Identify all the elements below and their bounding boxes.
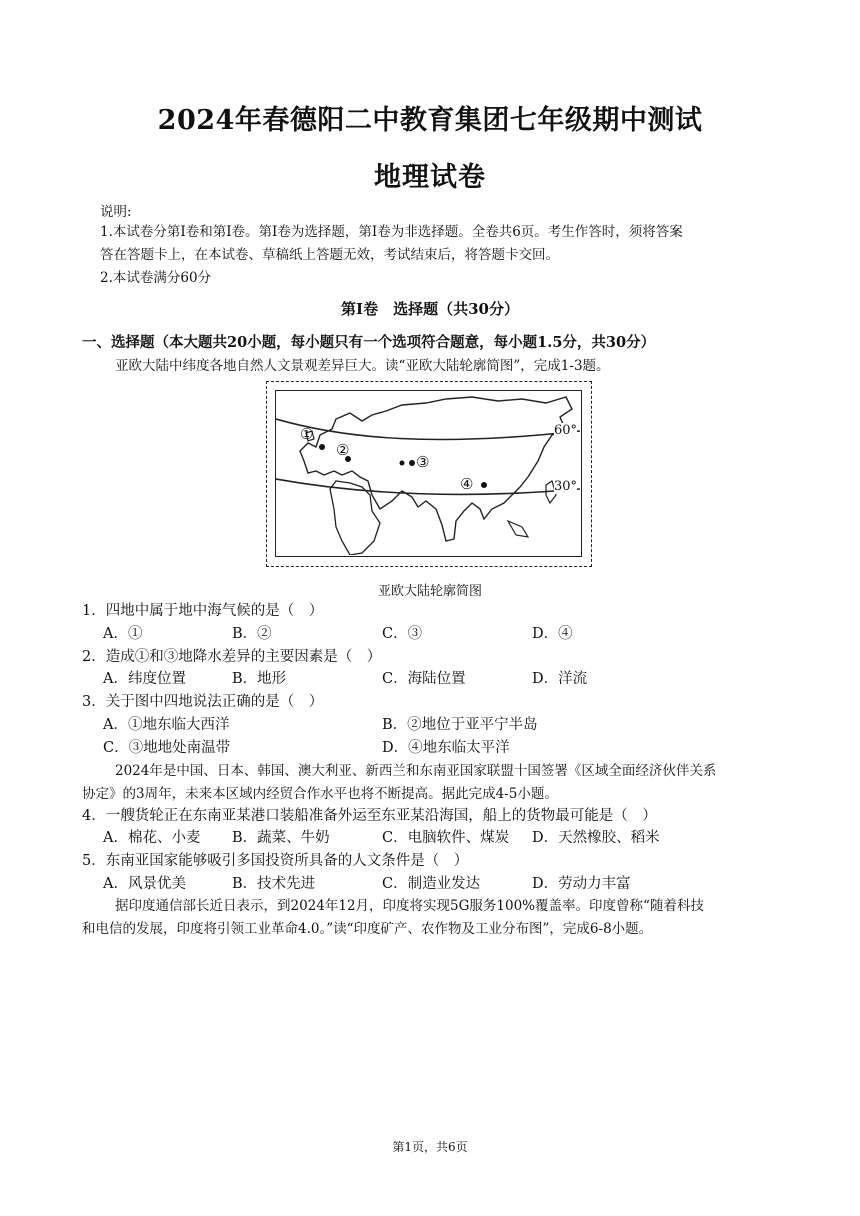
question-2-option-c: C．海陆位置 bbox=[382, 671, 466, 687]
exam-subtitle: 地理试卷 bbox=[374, 162, 486, 193]
latitude-30-label: 30° bbox=[554, 479, 578, 494]
question-5-option-d: D．劳动力丰富 bbox=[532, 876, 631, 892]
notes-line-3: 2.本试卷满分60分 bbox=[100, 270, 212, 286]
question-2-option-a: A．纬度位置 bbox=[103, 671, 186, 687]
notes-line-2: 答在答题卡上，在本试卷、草稿纸上答题无效，考试结束后，将答题卡交回。 bbox=[100, 247, 559, 263]
question-5-option-b: B．技术先进 bbox=[232, 876, 316, 892]
marker-4-label: ④ bbox=[460, 475, 474, 493]
question-4-stem: 4．一艘货轮正在东南亚某港口装船准备外运至东亚某沿海国，船上的货物最可能是（ ） bbox=[82, 808, 657, 824]
section-title: 第Ⅰ卷 选择题（共30分） bbox=[341, 300, 519, 318]
exam-title: 2024年春德阳二中教育集团七年级期中测试 bbox=[157, 105, 703, 136]
marker-3-label: ③ bbox=[416, 453, 430, 471]
question-3-option-b: B．②地位于亚平宁半岛 bbox=[382, 717, 538, 733]
question-5-option-a: A．风景优美 bbox=[103, 876, 186, 892]
question-4-option-a: A．棉花、小麦 bbox=[103, 830, 201, 846]
eurasia-outline bbox=[300, 397, 572, 541]
question-4-option-c: C．电脑软件、煤炭 bbox=[382, 830, 510, 846]
question-5-option-c: C．制造业发达 bbox=[382, 876, 481, 892]
map-figure-frame bbox=[266, 381, 592, 567]
southeast-asia-islands bbox=[508, 521, 528, 537]
passage-2-line-2: 协定》的3周年，未来本区域内经贸合作水平也将不断提高。据此完成4-5小题。 bbox=[82, 786, 558, 802]
question-1-option-b: B．② bbox=[232, 626, 272, 642]
question-2-option-d: D．洋流 bbox=[532, 671, 588, 687]
marker-4-dot bbox=[481, 482, 487, 488]
intro-passage-1: 亚欧大陆中纬度各地自然人文景观差异巨大。读“亚欧大陆轮廓简图”，完成1-3题。 bbox=[115, 358, 610, 374]
question-2-option-b: B．地形 bbox=[232, 671, 287, 687]
question-3-option-c: C．③地地处南温带 bbox=[103, 740, 231, 756]
latitude-60-line bbox=[276, 419, 580, 440]
eurasia-map bbox=[275, 390, 582, 557]
marker-2-label: ② bbox=[336, 441, 350, 459]
map-caption: 亚欧大陆轮廓简图 bbox=[377, 584, 482, 599]
part-heading: 一、选择题（本大题共20小题，每小题只有一个选项符合题意，每小题1.5分，共30分） bbox=[82, 334, 656, 351]
question-1-option-a: A．① bbox=[103, 626, 143, 642]
question-3-option-d: D．④地东临太平洋 bbox=[382, 740, 510, 756]
latitude-60-label: 60° bbox=[554, 423, 578, 438]
notes-heading: 说明: bbox=[100, 204, 132, 220]
question-1-stem: 1．四地中属于地中海气候的是（ ） bbox=[82, 603, 324, 619]
marker-3-dot bbox=[409, 460, 415, 466]
notes-line-1: 1.本试卷分第Ⅰ卷和第Ⅰ卷。第Ⅰ卷为选择题，第Ⅰ卷为非选择题。全卷共6页。考生作答时，须将答案 bbox=[100, 224, 683, 240]
marker-1-dot bbox=[319, 444, 325, 450]
eurasia-outline-svg bbox=[276, 391, 580, 555]
latitude-30-line bbox=[276, 479, 580, 494]
question-4-option-d: D．天然橡胶、稻米 bbox=[532, 830, 660, 846]
africa-outline bbox=[330, 481, 380, 555]
marker-3-dot-a bbox=[400, 461, 405, 466]
marker-1-label: ① bbox=[300, 425, 314, 443]
question-1-option-c: C．③ bbox=[382, 626, 423, 642]
passage-3-line-2: 和电信的发展，印度将引领工业革命4.0。”读“印度矿产、农作物及工业分布图”，完成6-8小题。 bbox=[82, 921, 653, 937]
page-footer: 第1页，共6页 bbox=[392, 1140, 468, 1154]
passage-2-line-1: 2024年是中国、日本、韩国、澳大利亚、新西兰和东南亚国家联盟十国签署《区域全面经济伙伴关系 bbox=[115, 763, 717, 779]
question-1-option-d: D．④ bbox=[532, 626, 573, 642]
question-5-stem: 5．东南亚国家能够吸引多国投资所具备的人文条件是（ ） bbox=[82, 853, 469, 869]
passage-3-line-1: 据印度通信部长近日表示，到2024年12月，印度将实现5G服务100%覆盖率。印度曾称“随着科技 bbox=[115, 898, 704, 914]
question-3-option-a: A．①地东临大西洋 bbox=[103, 717, 230, 733]
question-2-stem: 2．造成①和③地降水差异的主要因素是（ ） bbox=[82, 649, 382, 665]
question-4-option-b: B．蔬菜、牛奶 bbox=[232, 830, 330, 846]
question-3-stem: 3．关于图中四地说法正确的是（ ） bbox=[82, 694, 324, 710]
